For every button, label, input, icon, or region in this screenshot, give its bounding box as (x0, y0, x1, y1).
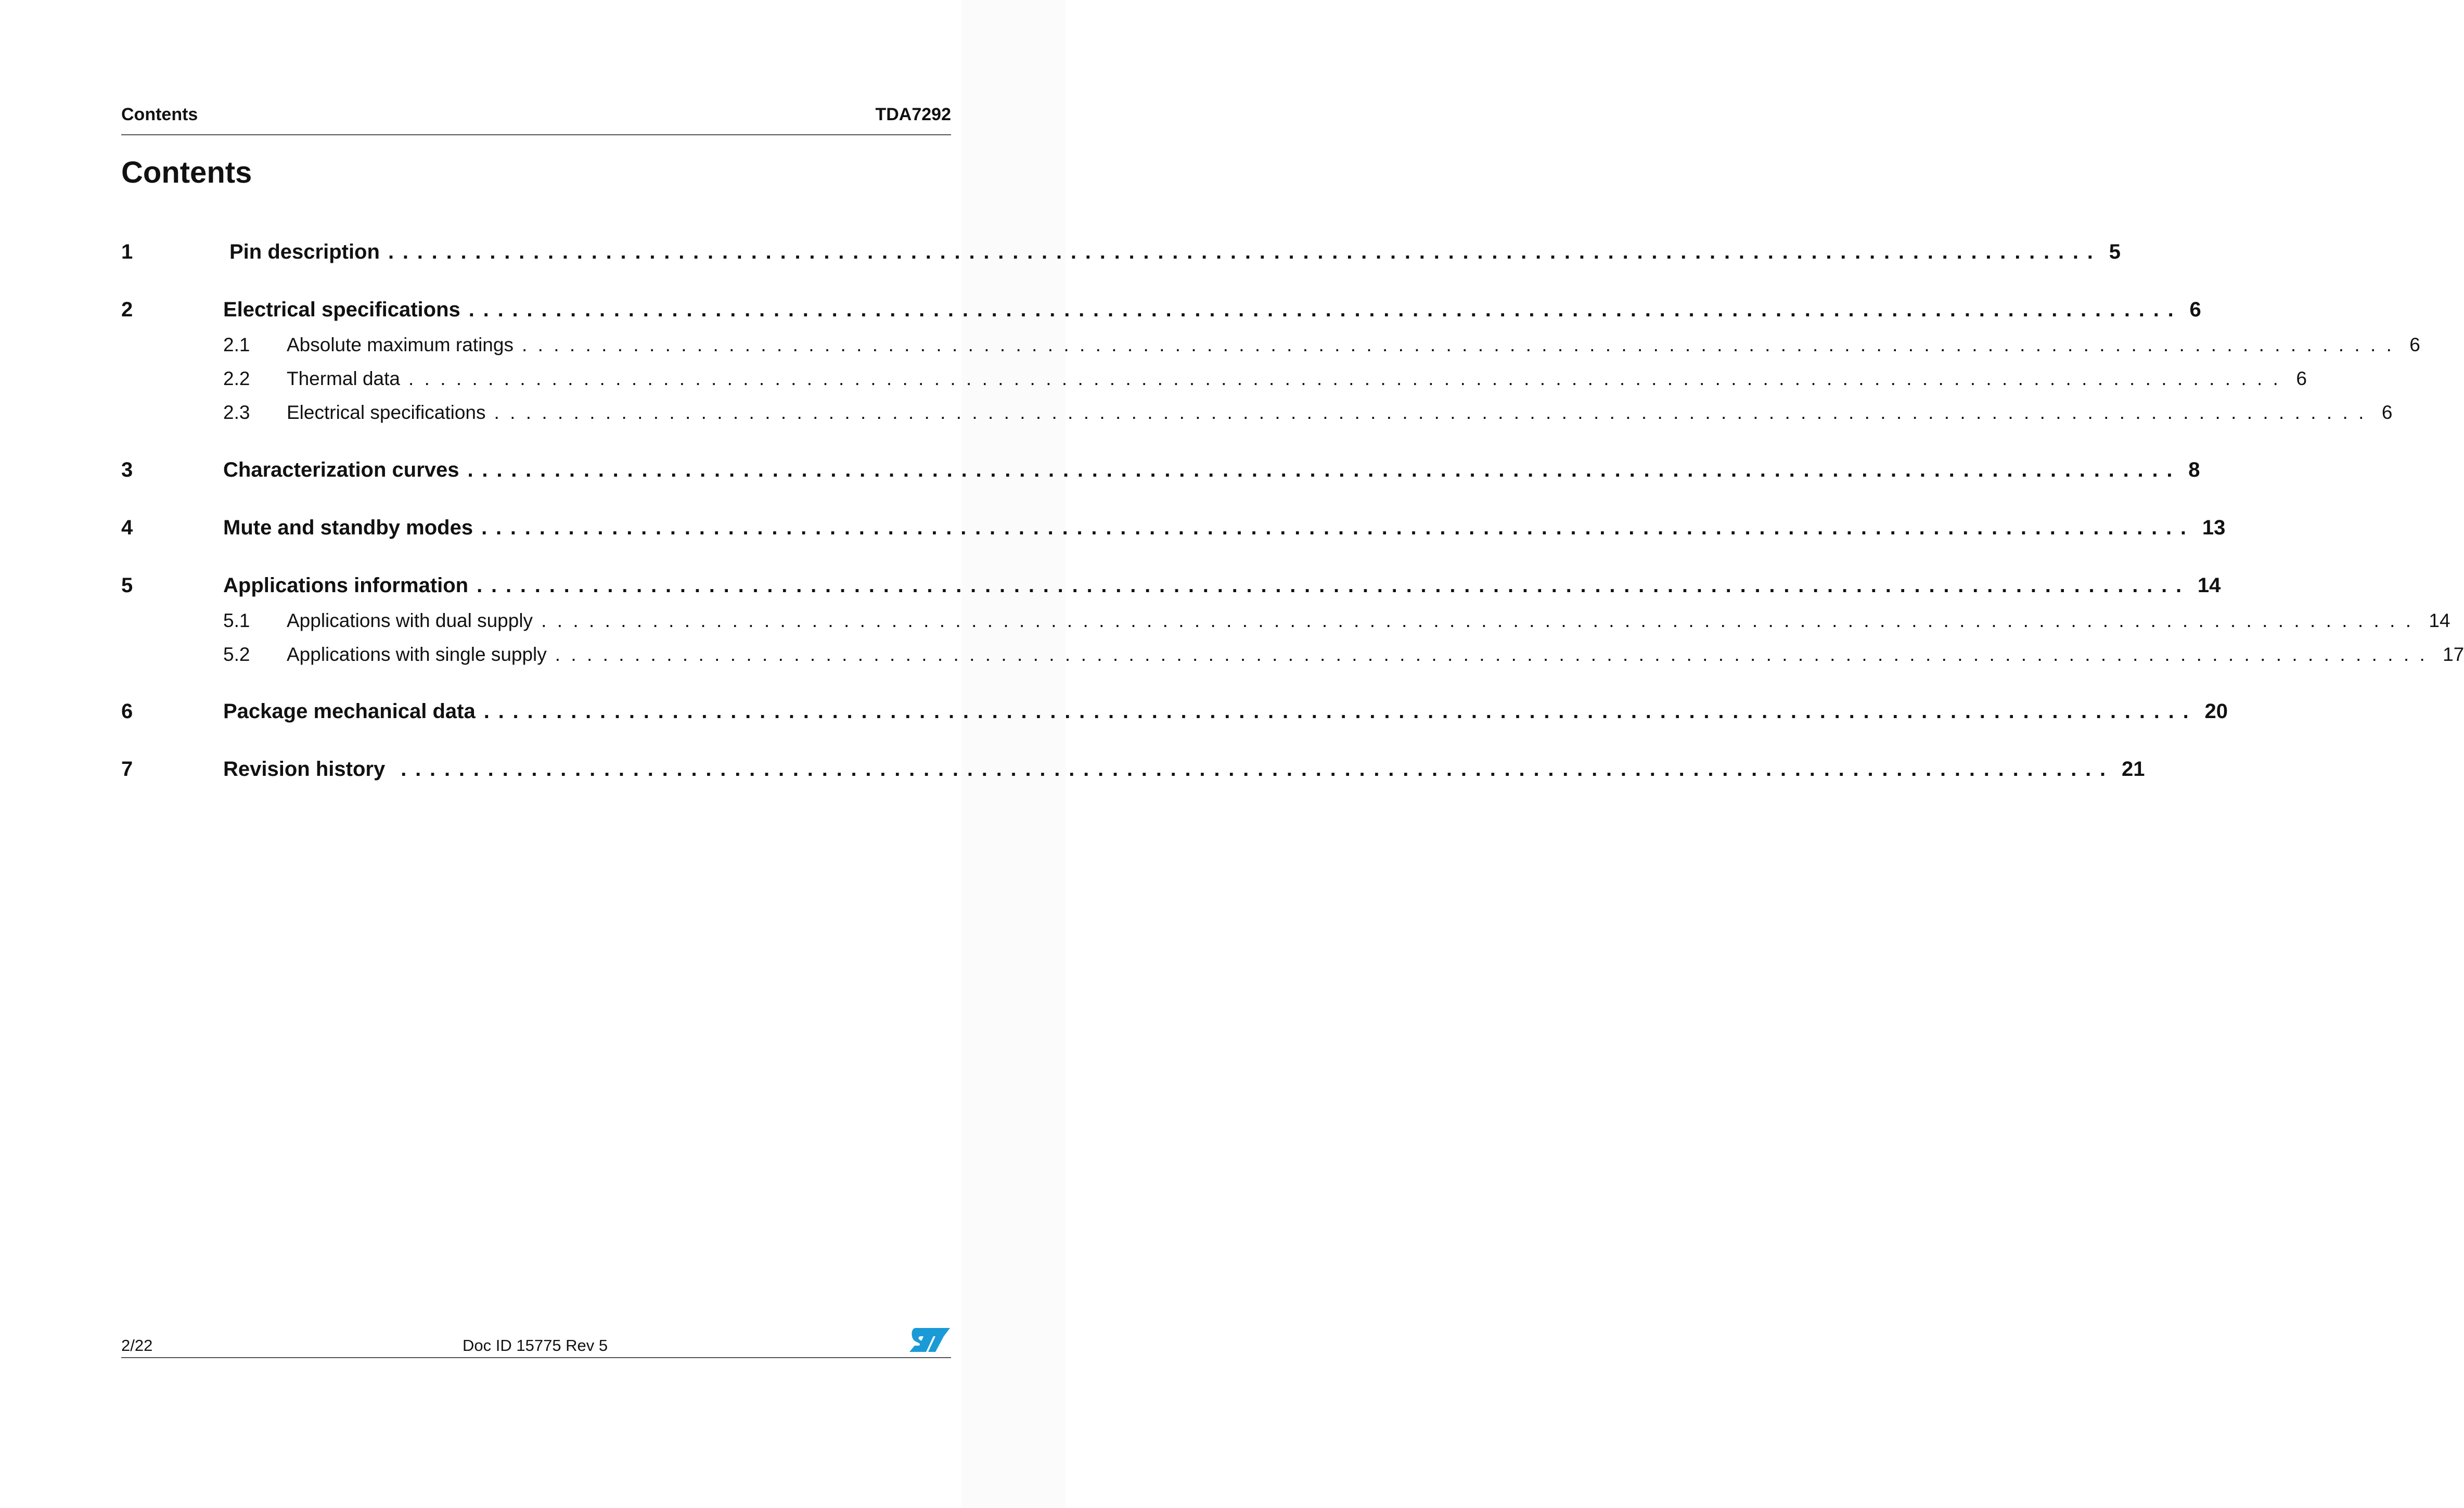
toc-entry-page[interactable]: 5 (2109, 240, 2121, 263)
toc-entry-title[interactable]: Applications information (223, 574, 469, 597)
toc-entry-package-mechanical-data[interactable] (121, 700, 2228, 729)
toc-entry-number: 2.2 (223, 368, 250, 389)
toc-entry-page[interactable]: 14 (2429, 610, 2450, 631)
toc-entry-page[interactable]: 8 (2188, 458, 2200, 481)
toc-entry-absolute-maximum-ratings[interactable] (121, 334, 2420, 363)
toc-leader-dots: ...................................................................................................................... (388, 240, 2102, 263)
toc-leader-dots: ...................................................................................................................... (468, 298, 2183, 321)
toc-entry-number: 5.2 (223, 644, 250, 665)
toc-entry-page[interactable]: 6 (2189, 298, 2201, 321)
toc-leader-dots: ...................................................................................................................... (541, 610, 2422, 631)
toc-entry-title[interactable]: Thermal data (287, 368, 400, 389)
toc-entry-applications-dual-supply[interactable] (121, 610, 2450, 639)
toc-entry-applications-information[interactable] (121, 574, 2221, 603)
toc-entry-title[interactable]: Revision history (223, 758, 386, 781)
toc-leader-dots: ...................................................................................................................... (555, 644, 2436, 665)
toc-leader-dots: ...................................................................................................................... (477, 574, 2190, 597)
toc-entry-number: 3 (121, 458, 133, 481)
toc-entry-number: 2.1 (223, 334, 250, 355)
toc-entry-mute-and-standby-modes[interactable] (121, 516, 2226, 545)
toc-entry-applications-single-supply[interactable] (121, 644, 2464, 673)
footer-page-indicator: 2/22 (121, 1336, 153, 1354)
toc-entry-electrical-specifications[interactable] (121, 298, 2201, 327)
toc-leader-dots: ...................................................................................................................... (521, 334, 2403, 355)
header-doc-name: TDA7292 (875, 105, 951, 124)
page-header (121, 102, 951, 135)
toc-entry-title[interactable]: Electrical specifications (287, 402, 486, 423)
footer-doc-id: Doc ID 15775 Rev 5 (463, 1336, 608, 1354)
toc-entry-number: 5 (121, 574, 133, 597)
toc-entry-number: 1 (121, 240, 133, 263)
toc-leader-dots: ...................................................................................................................... (408, 368, 2289, 389)
toc-entry-electrical-specifications-sub[interactable] (121, 402, 2393, 431)
page-margin-strip (961, 0, 1066, 1508)
page-footer (121, 1326, 951, 1358)
toc-entry-page[interactable]: 13 (2202, 516, 2226, 539)
toc-entry-number: 2.3 (223, 402, 250, 423)
toc-leader-dots: ...................................................................................................................... (401, 758, 2114, 781)
toc-entry-page[interactable]: 14 (2197, 574, 2221, 597)
page-title: Contents (121, 156, 252, 189)
toc-entry-title[interactable]: Pin description (229, 240, 380, 263)
toc-leader-dots: ...................................................................................................................... (467, 458, 2181, 481)
toc-entry-title[interactable]: Applications with single supply (287, 644, 547, 665)
toc-entry-number: 6 (121, 700, 133, 723)
header-section-label: Contents (121, 105, 198, 124)
st-logo-icon (909, 1326, 951, 1354)
toc-entry-title[interactable]: Absolute maximum ratings (287, 334, 514, 355)
toc-entry-thermal-data[interactable] (121, 368, 2307, 397)
toc-entry-title[interactable]: Characterization curves (223, 458, 459, 481)
toc-entry-title[interactable]: Package mechanical data (223, 700, 476, 723)
toc-leader-dots: ...................................................................................................................... (481, 516, 2195, 539)
toc-entry-page[interactable]: 20 (2204, 700, 2228, 723)
toc-entry-page[interactable]: 6 (2296, 368, 2307, 389)
toc-entry-pin-description[interactable] (121, 240, 2121, 270)
toc-leader-dots: ...................................................................................................................... (494, 402, 2375, 423)
toc-entry-number: 4 (121, 516, 133, 539)
toc-entry-number: 2 (121, 298, 133, 321)
toc-entry-revision-history[interactable] (121, 758, 2145, 787)
toc-entry-page[interactable]: 6 (2409, 334, 2420, 355)
toc-entry-title[interactable]: Electrical specifications (223, 298, 460, 321)
toc-entry-page[interactable]: 6 (2381, 402, 2393, 423)
toc-entry-characterization-curves[interactable] (121, 458, 2200, 488)
toc-leader-dots: ...................................................................................................................... (483, 700, 2198, 723)
toc-entry-page[interactable]: 21 (2121, 758, 2145, 781)
toc-entry-number: 7 (121, 758, 133, 781)
toc-entry-page[interactable]: 17 (2443, 644, 2464, 665)
toc-entry-title[interactable]: Mute and standby modes (223, 516, 473, 539)
toc-entry-number: 5.1 (223, 610, 250, 631)
toc-entry-title[interactable]: Applications with dual supply (287, 610, 533, 631)
